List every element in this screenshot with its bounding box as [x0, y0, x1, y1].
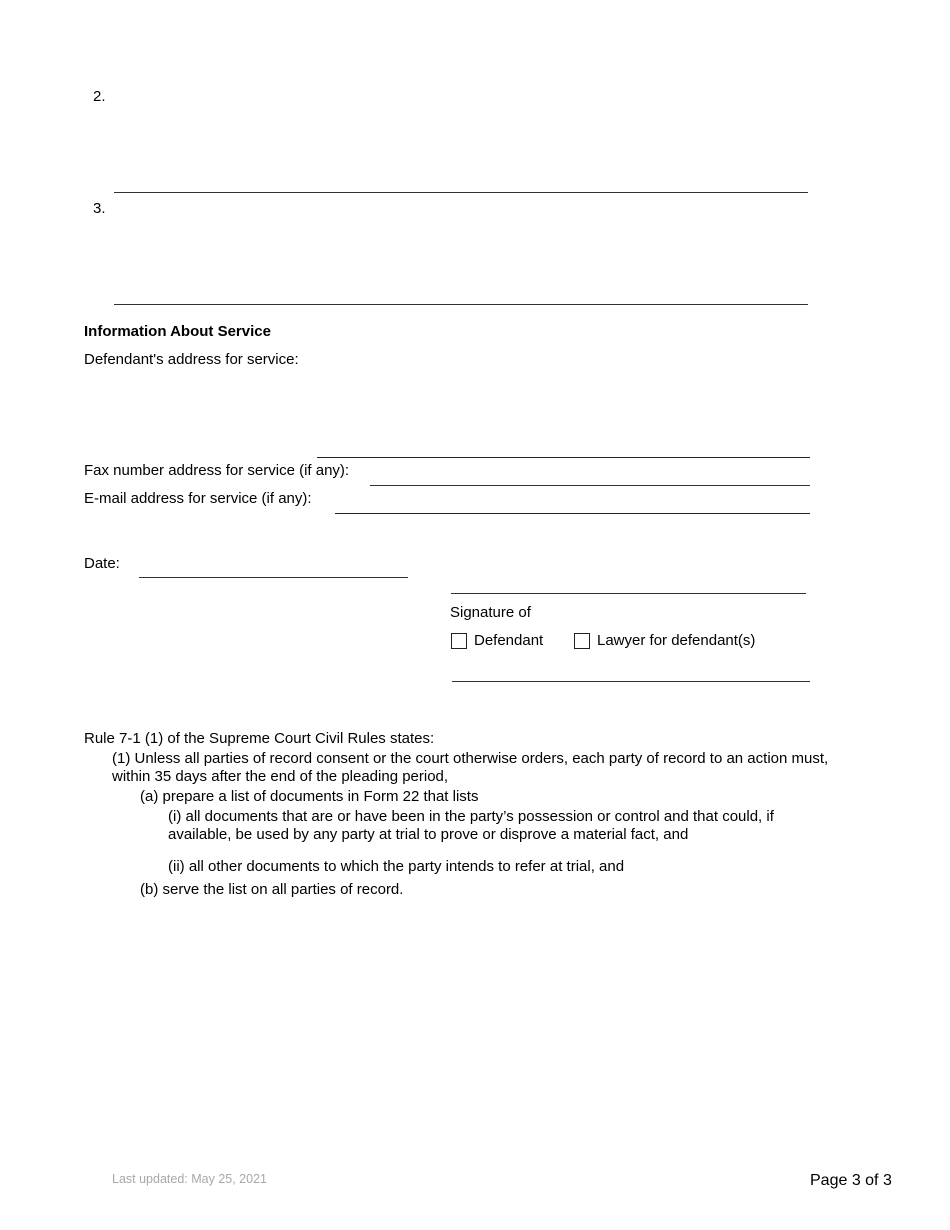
email-field[interactable] — [336, 493, 808, 511]
rule-paragraph-1-line-1: (1) Unless all parties of record consent or the court otherwise orders, each party of record to an action must, — [112, 750, 829, 767]
service-heading: Information About Service — [84, 323, 271, 340]
email-label: E-mail address for service (if any): — [84, 490, 312, 507]
list-number-2: 2. — [93, 88, 106, 105]
rule-clause-i-line-2: available, be used by any party at trial to prove or disprove a material fact, and — [168, 826, 689, 843]
rule-clause-a: (a) prepare a list of documents in Form 22 that lists — [140, 788, 479, 805]
list-item-3-field[interactable] — [115, 197, 807, 297]
signatory-name-field[interactable] — [453, 661, 808, 679]
rule-paragraph-1-line-2: within 35 days after the end of the pleading period, — [112, 768, 449, 785]
lawyer-checkbox[interactable] — [574, 633, 590, 649]
last-updated: Last updated: May 25, 2021 — [112, 1172, 267, 1186]
address-field[interactable] — [318, 372, 808, 454]
rule-intro: Rule 7-1 (1) of the Supreme Court Civil Rules states: — [84, 730, 435, 747]
list-number-3: 3. — [93, 200, 106, 217]
date-field[interactable] — [140, 557, 406, 575]
address-label: Defendant's address for service: — [84, 351, 299, 368]
address-underline — [317, 457, 810, 458]
signature-of-label: Signature of — [450, 604, 531, 621]
signatory-name-underline — [452, 681, 810, 682]
page-number: Page 3 of 3 — [810, 1172, 892, 1189]
fax-field[interactable] — [371, 465, 808, 483]
fax-underline — [370, 485, 810, 486]
fax-label: Fax number address for service (if any): — [84, 462, 350, 479]
rule-clause-ii: (ii) all other documents to which the party intends to refer at trial, and — [168, 858, 625, 875]
list-item-2-underline — [114, 192, 808, 193]
defendant-checkbox[interactable] — [451, 633, 467, 649]
list-item-2-field[interactable] — [115, 85, 807, 185]
list-item-3-underline — [114, 304, 808, 305]
date-label: Date: — [84, 555, 120, 572]
date-underline — [139, 577, 408, 578]
defendant-option-label: Defendant — [474, 632, 544, 649]
rule-clause-i-line-1: (i) all documents that are or have been in the party’s possession or control and that could, if — [168, 808, 774, 825]
rule-clause-b: (b) serve the list on all parties of record. — [140, 881, 404, 898]
signature-line[interactable] — [451, 593, 806, 594]
lawyer-option-label: Lawyer for defendant(s) — [597, 632, 756, 649]
email-underline — [335, 513, 810, 514]
